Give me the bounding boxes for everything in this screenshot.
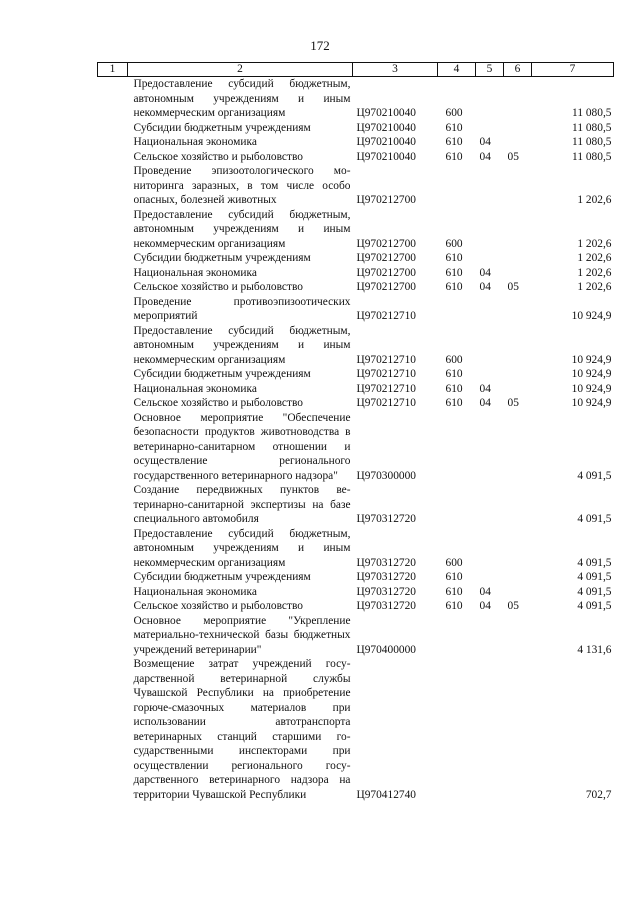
section-cell	[476, 657, 504, 802]
table-row	[98, 121, 614, 136]
section-cell: 04	[479, 266, 491, 279]
item-name-cell: Национальная экономика	[133, 136, 257, 148]
table-row	[98, 295, 614, 324]
target-code-cell: Ц970312720	[356, 571, 416, 583]
item-name-cell: Возмещение затрат учреждений государственной ветеринарной службы Чувашской Республики на приобретение горюче-смазочных материалов при использовании автотранспорта ветеринарных станций старшими государственными инспекторами при осуществлении регионального государственного ветеринарного надзора на территории Чувашской Республики	[133, 658, 351, 801]
item-name-cell: Субсидии бюджетным учреждениям	[133, 368, 311, 380]
section-cell	[476, 570, 504, 585]
section-cell: 04	[479, 150, 491, 163]
subsection-cell: 05	[507, 397, 519, 409]
expense-type-cell: 610	[445, 281, 463, 293]
section-cell: 04	[479, 136, 491, 148]
row-index-cell	[98, 614, 128, 658]
row-index-cell	[98, 585, 128, 600]
target-code-cell: Ц970312720	[356, 585, 416, 598]
item-name-cell: Национальная экономика	[133, 585, 257, 598]
expense-type-cell	[438, 411, 476, 484]
subsection-cell	[504, 295, 532, 324]
column-header: 1	[98, 63, 128, 77]
table-row	[98, 150, 614, 165]
row-index-cell	[98, 164, 128, 208]
subsection-cell	[504, 251, 532, 266]
budget-table	[97, 62, 614, 802]
target-code-cell: Ц970300000	[356, 469, 416, 482]
target-code-cell: Ц970412740	[356, 788, 416, 801]
row-index-cell	[98, 280, 128, 295]
item-name-cell: Сельское хозяйство и рыболовство	[133, 600, 303, 612]
amount-cell: 11 080,5	[572, 121, 612, 134]
target-code-cell: Ц970212700	[356, 281, 416, 293]
item-name-cell: Проведение эпизоотологического мониторинга заразных, в том числе особо опасных, болезней животных	[133, 165, 351, 206]
subsection-cell	[504, 208, 532, 252]
subsection-cell	[504, 266, 532, 281]
item-name-cell: Сельское хозяйство и рыболовство	[133, 281, 303, 293]
item-name-cell: Проведение противоэпизоотических мероприятий	[133, 295, 351, 322]
section-cell	[476, 208, 504, 252]
section-cell: 04	[479, 281, 491, 293]
item-name-cell: Предоставление субсидий бюджетным, автономным учреждениям и иным некоммерческим организациям	[133, 324, 351, 366]
table-row	[98, 527, 614, 571]
subsection-cell: 05	[507, 150, 519, 163]
column-header: 5	[476, 63, 504, 77]
row-index-cell	[98, 382, 128, 397]
section-cell	[476, 614, 504, 658]
target-code-cell: Ц970212710	[356, 397, 416, 409]
amount-cell: 10 924,9	[571, 368, 612, 380]
amount-cell: 1 202,6	[577, 266, 612, 279]
target-code-cell: Ц970312720	[356, 600, 416, 612]
item-name-cell: Основное мероприятие "Обеспечение безопасности продуктов животноводства в ветеринарно-санитарном отношении и осуществление регионального государственного ветеринарного надзора"	[133, 411, 351, 482]
row-index-cell	[98, 570, 128, 585]
expense-type-cell: 600	[445, 107, 463, 119]
expense-type-cell: 610	[445, 252, 463, 264]
table-row	[98, 135, 614, 150]
item-name-cell: Субсидии бюджетным учреждениям	[133, 571, 311, 583]
table-row	[98, 77, 614, 121]
amount-cell: 10 924,9	[571, 382, 612, 395]
table-row	[98, 599, 614, 614]
table-row	[98, 367, 614, 382]
table-row	[98, 411, 614, 484]
subsection-cell	[504, 657, 532, 802]
amount-cell: 4 091,5	[577, 571, 612, 583]
amount-cell: 1 202,6	[577, 281, 612, 293]
amount-cell: 10 924,9	[571, 310, 612, 322]
table-row	[98, 280, 614, 295]
section-cell	[476, 251, 504, 266]
section-cell: 04	[479, 397, 491, 409]
page-number: 172	[310, 38, 330, 53]
table-row	[98, 396, 614, 411]
amount-cell: 4 091,5	[577, 600, 612, 612]
column-header: 3	[353, 63, 438, 77]
row-index-cell	[98, 208, 128, 252]
item-name-cell: Национальная экономика	[133, 266, 257, 279]
item-name-cell: Субсидии бюджетным учреждениям	[133, 252, 311, 264]
column-header: 2	[128, 63, 353, 77]
section-cell	[476, 367, 504, 382]
table-row	[98, 585, 614, 600]
expense-type-cell: 610	[445, 150, 463, 163]
expense-type-cell	[438, 295, 476, 324]
item-name-cell: Создание передвижных пунктов ветеринарно-санитарной экспертизы на базе специального автомобиля	[133, 484, 351, 525]
target-code-cell: Ц970212710	[356, 310, 416, 322]
expense-type-cell: 610	[445, 266, 463, 279]
row-index-cell	[98, 599, 128, 614]
subsection-cell	[504, 382, 532, 397]
row-index-cell	[98, 295, 128, 324]
amount-cell: 1 202,6	[577, 237, 612, 250]
expense-type-cell: 610	[445, 397, 463, 409]
subsection-cell	[504, 411, 532, 484]
expense-type-cell	[438, 614, 476, 658]
subsection-cell	[504, 164, 532, 208]
target-code-cell: Ц970212710	[356, 382, 416, 395]
subsection-cell	[504, 585, 532, 600]
expense-type-cell: 610	[445, 121, 463, 134]
row-index-cell	[98, 150, 128, 165]
subsection-cell	[504, 324, 532, 368]
section-cell: 04	[479, 382, 491, 395]
item-name-cell: Сельское хозяйство и рыболовство	[133, 150, 303, 163]
table-row	[98, 251, 614, 266]
section-cell	[476, 324, 504, 368]
section-cell	[476, 164, 504, 208]
amount-cell: 10 924,9	[571, 353, 612, 366]
target-code-cell: Ц970312720	[356, 513, 416, 525]
expense-type-cell: 610	[445, 585, 463, 598]
expense-type-cell	[438, 657, 476, 802]
row-index-cell	[98, 324, 128, 368]
section-cell	[476, 527, 504, 571]
target-code-cell: Ц970312720	[356, 556, 416, 569]
expense-type-cell: 600	[445, 353, 463, 366]
target-code-cell: Ц970212700	[356, 237, 416, 250]
table-header	[98, 63, 614, 77]
amount-cell: 1 202,6	[577, 252, 612, 264]
target-code-cell: Ц970212700	[356, 252, 416, 264]
amount-cell: 702,7	[585, 788, 612, 801]
expense-type-cell: 610	[445, 600, 463, 612]
section-cell	[476, 483, 504, 527]
table-row	[98, 483, 614, 527]
amount-cell: 1 202,6	[577, 194, 612, 206]
target-code-cell: Ц970212700	[356, 194, 416, 206]
section-cell: 04	[479, 585, 491, 598]
amount-cell: 4 091,5	[577, 513, 612, 525]
row-index-cell	[98, 396, 128, 411]
item-name-cell: Сельское хозяйство и рыболовство	[133, 397, 303, 409]
subsection-cell	[504, 570, 532, 585]
subsection-cell	[504, 121, 532, 136]
column-header: 4	[438, 63, 476, 77]
amount-cell: 11 080,5	[572, 150, 612, 163]
table-row	[98, 614, 614, 658]
row-index-cell	[98, 77, 128, 121]
section-cell	[476, 121, 504, 136]
section-cell	[476, 295, 504, 324]
item-name-cell: Национальная экономика	[133, 382, 257, 395]
amount-cell: 11 080,5	[572, 136, 612, 148]
column-header: 7	[532, 63, 614, 77]
table-row	[98, 208, 614, 252]
expense-type-cell: 610	[445, 571, 463, 583]
target-code-cell: Ц970210040	[356, 107, 416, 119]
row-index-cell	[98, 135, 128, 150]
section-cell	[476, 77, 504, 121]
item-name-cell: Субсидии бюджетным учреждениям	[133, 121, 311, 134]
target-code-cell: Ц970210040	[356, 121, 416, 134]
expense-type-cell: 610	[445, 136, 463, 148]
target-code-cell: Ц970210040	[356, 136, 416, 148]
target-code-cell: Ц970212710	[356, 353, 416, 366]
target-code-cell: Ц970400000	[356, 643, 416, 656]
amount-cell: 4 091,5	[577, 469, 612, 482]
expense-type-cell: 600	[445, 556, 463, 569]
expense-type-cell	[438, 483, 476, 527]
amount-cell: 10 924,9	[571, 397, 612, 409]
table-row	[98, 382, 614, 397]
table-row	[98, 657, 614, 802]
expense-type-cell	[438, 164, 476, 208]
subsection-cell	[504, 77, 532, 121]
item-name-cell: Предоставление субсидий бюджетным, автономным учреждениям и иным некоммерческим организациям	[133, 78, 351, 119]
subsection-cell	[504, 135, 532, 150]
subsection-cell	[504, 367, 532, 382]
expense-type-cell: 610	[445, 382, 463, 395]
amount-cell: 11 080,5	[572, 107, 612, 119]
expense-type-cell: 600	[445, 237, 463, 250]
target-code-cell: Ц970212700	[356, 266, 416, 279]
amount-cell: 4 091,5	[577, 556, 612, 569]
table-row	[98, 324, 614, 368]
subsection-cell	[504, 527, 532, 571]
row-index-cell	[98, 266, 128, 281]
row-index-cell	[98, 251, 128, 266]
row-index-cell	[98, 483, 128, 527]
table-row	[98, 266, 614, 281]
amount-cell: 4 091,5	[577, 585, 612, 598]
item-name-cell: Предоставление субсидий бюджетным, автономным учреждениям и иным некоммерческим организациям	[133, 208, 351, 250]
target-code-cell: Ц970210040	[356, 150, 416, 163]
table-body	[98, 77, 614, 803]
column-header: 6	[504, 63, 532, 77]
amount-cell: 4 131,6	[577, 643, 612, 656]
row-index-cell	[98, 121, 128, 136]
expense-type-cell: 610	[445, 368, 463, 380]
section-cell: 04	[479, 600, 491, 612]
row-index-cell	[98, 657, 128, 802]
section-cell	[476, 411, 504, 484]
table-row	[98, 570, 614, 585]
subsection-cell: 05	[507, 281, 519, 293]
subsection-cell	[504, 614, 532, 658]
item-name-cell: Предоставление субсидий бюджетным, автономным учреждениям и иным некоммерческим организациям	[133, 527, 351, 569]
subsection-cell: 05	[507, 600, 519, 612]
table-row	[98, 164, 614, 208]
subsection-cell	[504, 483, 532, 527]
item-name-cell: Основное мероприятие "Укрепление материально-технической базы бюджетных учреждений ветеринарии"	[133, 614, 351, 656]
target-code-cell: Ц970212710	[356, 368, 416, 380]
row-index-cell	[98, 527, 128, 571]
row-index-cell	[98, 411, 128, 484]
row-index-cell	[98, 367, 128, 382]
